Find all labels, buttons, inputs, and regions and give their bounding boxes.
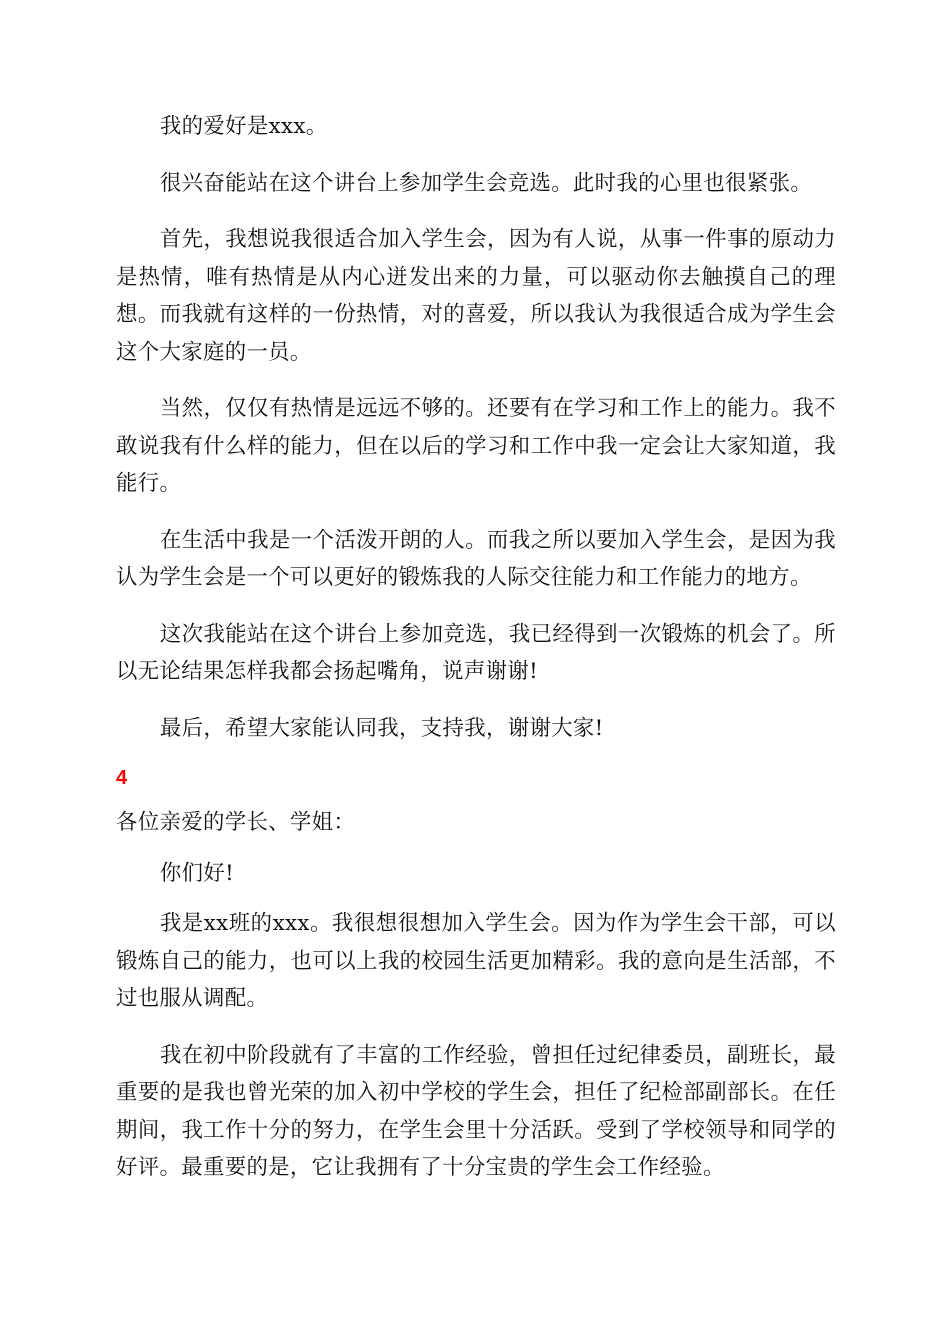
section-number: 4 (116, 767, 128, 789)
paragraph-passion: 首先，我想说我很适合加入学生会，因为有人说，从事一件事的原动力是热情，唯有热情是从内心迸发出来的力量，可以驱动你去触摸自己的理想。而我就有这样的一份热情，对的喜爱，所以我认为我很适合成为学生会这个大家庭的一员。 (116, 227, 836, 365)
paragraph-excited: 很兴奋能站在这个讲台上参加学生会竞选。此时我的心里也很紧张。 (159, 170, 813, 196)
paragraph-hobby: 我的爱好是xxx。 (159, 114, 328, 139)
paragraph-opportunity: 这次我能站在这个讲台上参加竞选，我已经得到一次锻炼的机会了。所以无论结果怎样我都会扬起嘴角，说声谢谢! (116, 621, 836, 684)
paragraph-greeting: 你们好! (159, 860, 235, 886)
paragraph-ability: 当然，仅仅有热情是远远不够的。还要有在学习和工作上的能力。我不敢说我有什么样的能力，但在以后的学习和工作中我一定会让大家知道，我能行。 (116, 396, 836, 496)
paragraph-experience: 我在初中阶段就有了丰富的工作经验，曾担任过纪律委员，副班长，最重要的是我也曾光荣的加入初中学校的学生会，担任了纪检部副部长。在任期间，我工作十分的努力，在学生会里十分活跃。受到了学校领导和同学的好评。最重要的是，它让我拥有了十分宝贵的学生会工作经验。 (116, 1042, 836, 1180)
salutation: 各位亲爱的学长、学姐： (116, 810, 356, 835)
paragraph-personality: 在生活中我是一个活泼开朗的人。而我之所以要加入学生会，是因为我认为学生会是一个可以更好的锻炼我的人际交往能力和工作能力的地方。 (116, 527, 836, 590)
paragraph-introduction: 我是xx班的xxx。我很想很想加入学生会。因为作为学生会干部，可以锻炼自己的能力，也可以上我的校园生活更加精彩。我的意向是生活部，不过也服从调配。 (116, 911, 836, 1011)
document-body (116, 108, 836, 1206)
paragraph-closing: 最后，希望大家能认同我，支持我，谢谢大家! (159, 715, 604, 741)
